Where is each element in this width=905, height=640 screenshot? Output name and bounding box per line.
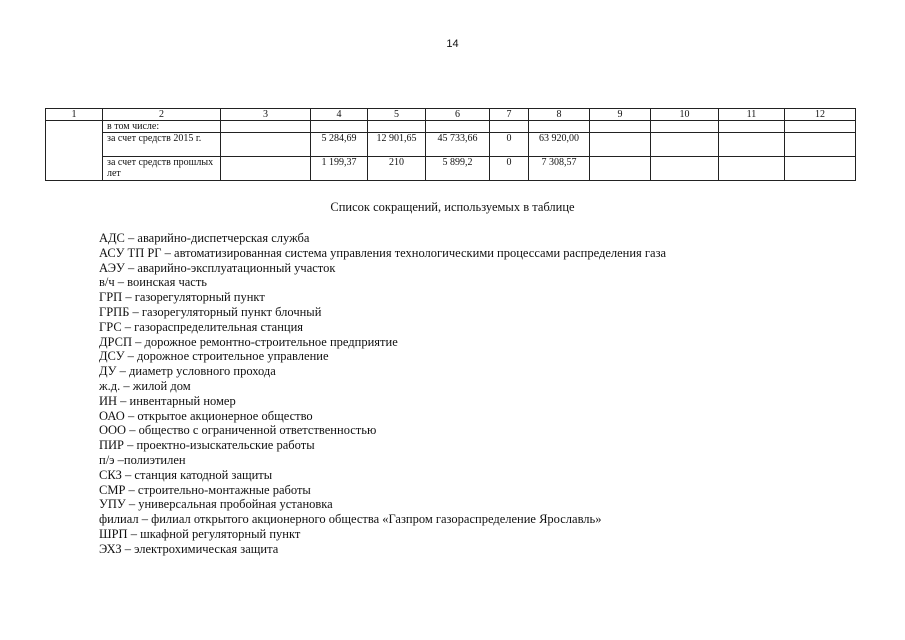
table-cell: 45 733,66	[426, 133, 490, 157]
list-item: СКЗ – станция катодной защиты	[99, 467, 273, 482]
list-item: ШРП – шкафной регуляторный пункт	[99, 526, 301, 541]
table-cell: 12 901,65	[368, 133, 426, 157]
column-header: 12	[785, 109, 856, 121]
table-row	[46, 157, 856, 181]
table-row	[46, 121, 856, 133]
table-cell	[719, 157, 785, 181]
table-cell	[311, 121, 368, 133]
column-header: 11	[719, 109, 785, 121]
table-cell	[590, 121, 651, 133]
list-item: ДУ – диаметр условного прохода	[99, 364, 276, 379]
column-header: 6	[426, 109, 490, 121]
table-cell: за счет средств 2015 г.	[103, 133, 221, 157]
page-number: 14	[446, 38, 459, 50]
list-item: п/э –полиэтилен	[99, 452, 186, 467]
data-table	[45, 108, 856, 181]
table-cell	[719, 121, 785, 133]
table-cell: 5 284,69	[311, 133, 368, 157]
table-cell: 210	[368, 157, 426, 181]
column-header: 2	[103, 109, 221, 121]
table-cell	[719, 133, 785, 157]
list-item: ж.д. – жилой дом	[99, 378, 191, 393]
table-cell: в том числе:	[103, 121, 221, 133]
column-header: 1	[46, 109, 103, 121]
table-cell	[785, 121, 856, 133]
list-item: АЭУ – аварийно-эксплуатационный участок	[99, 260, 336, 275]
table-cell	[785, 157, 856, 181]
table-cell	[368, 121, 426, 133]
table-cell: 1 199,37	[311, 157, 368, 181]
list-item: УПУ – универсальная пробойная установка	[99, 497, 333, 512]
abbreviations-list	[99, 231, 666, 557]
table-cell	[46, 121, 103, 181]
list-item: ПИР – проектно-изыскательские работы	[99, 438, 315, 453]
table-cell: 63 920,00	[529, 133, 590, 157]
list-item: ДСУ – дорожное строительное управление	[99, 349, 329, 364]
column-header: 7	[490, 109, 529, 121]
list-item: ГРПБ – газорегуляторный пункт блочный	[99, 304, 322, 319]
table-row	[46, 133, 856, 157]
table-cell	[651, 133, 719, 157]
table-cell	[221, 121, 311, 133]
abbreviations-title: Список сокращений, используемых в таблице	[330, 200, 575, 214]
list-item: АСУ ТП РГ – автоматизированная система управления технологическими процессами распределения газа	[99, 245, 667, 260]
table-cell	[221, 133, 311, 157]
table-cell	[590, 157, 651, 181]
table-cell: 0	[490, 157, 529, 181]
table-header-row	[46, 109, 856, 121]
table-cell: 7 308,57	[529, 157, 590, 181]
table-cell: за счет средств прошлых лет	[103, 157, 221, 181]
table-cell	[529, 121, 590, 133]
column-header: 5	[368, 109, 426, 121]
table-cell	[785, 133, 856, 157]
column-header: 9	[590, 109, 651, 121]
list-item: ИН – инвентарный номер	[99, 393, 236, 408]
table-cell	[221, 157, 311, 181]
list-item: ОАО – открытое акционерное общество	[99, 408, 313, 423]
list-item: ГРС – газораспределительная станция	[99, 319, 304, 334]
table-cell: 0	[490, 133, 529, 157]
column-header: 8	[529, 109, 590, 121]
column-header: 10	[651, 109, 719, 121]
list-item: ООО – общество с ограниченной ответственностью	[99, 423, 377, 438]
list-item: СМР – строительно-монтажные работы	[99, 482, 311, 497]
table-cell	[426, 121, 490, 133]
table-cell	[651, 157, 719, 181]
table-cell	[590, 133, 651, 157]
list-item: ГРП – газорегуляторный пункт	[99, 290, 265, 305]
column-header: 4	[311, 109, 368, 121]
table-cell	[490, 121, 529, 133]
column-header: 3	[221, 109, 311, 121]
table-cell: 5 899,2	[426, 157, 490, 181]
list-item: АДС – аварийно-диспетчерская служба	[99, 231, 310, 245]
list-item: ДРСП – дорожное ремонтно-строительное предприятие	[99, 334, 398, 349]
table-cell	[651, 121, 719, 133]
list-item: ЭХЗ – электрохимическая защита	[99, 541, 279, 556]
list-item: в/ч – воинская часть	[99, 275, 208, 290]
list-item: филиал – филиал открытого акционерного общества «Газпром газораспределение Ярославль»	[99, 512, 602, 527]
